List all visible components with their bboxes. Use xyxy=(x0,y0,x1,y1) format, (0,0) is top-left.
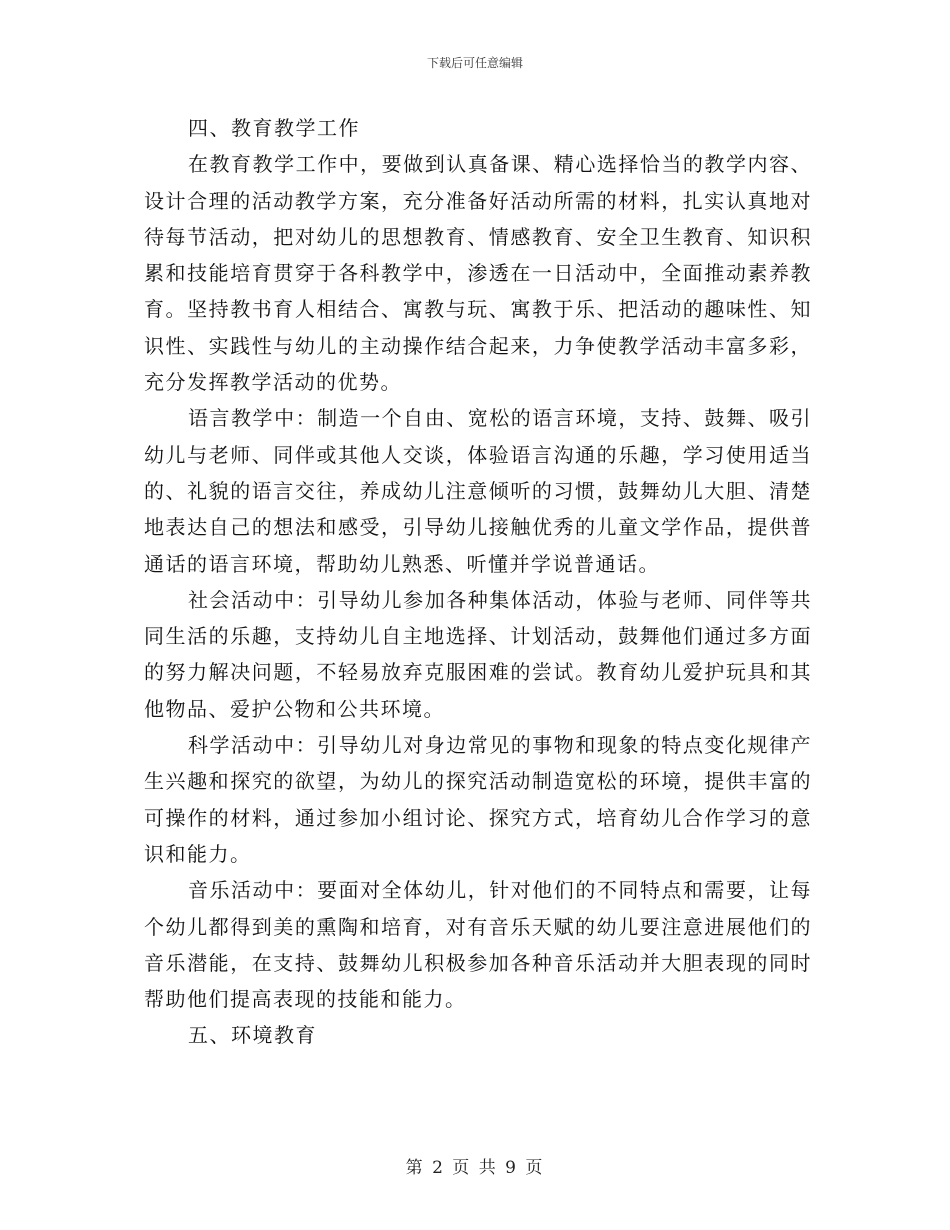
paragraph-teaching-work: 在教育教学工作中，要做到认真备课、精心选择恰当的教学内容、设计合理的活动教学方案，充分准备好活动所需的材料，扎实认真地对待每节活动，把对幼儿的思想教育、情感教育、安全卫生教育、知识积累和技能培育贯穿于各科教学中，渗透在一日活动中，全面推动素养教育。坚持教书育人相结合、寓教与玩、寓教于乐、把活动的趣味性、知识性、实践性与幼儿的主动操作结合起来，力争使教学活动丰富多彩，充分发挥教学活动的优势。 xyxy=(144,152,812,395)
page-number: 第 2 页 共 9 页 xyxy=(405,1158,545,1178)
document-body xyxy=(144,110,812,1054)
paragraph-social-activity: 社会活动中：引导幼儿参加各种集体活动，体验与老师、同伴等共同生活的乐趣，支持幼儿自主地选择、计划活动，鼓舞他们通过多方面的努力解决问题，不轻易放弃克服困难的尝试。教育幼儿爱护玩具和其他物品、爱护公物和公共环境。 xyxy=(144,587,812,721)
paragraph-language-teaching: 语言教学中：制造一个自由、宽松的语言环境，支持、鼓舞、吸引幼儿与老师、同伴或其他人交谈，体验语言沟通的乐趣，学习使用适当的、礼貌的语言交往，养成幼儿注意倾听的习惯，鼓舞幼儿大胆、清楚地表达自己的想法和感受，引导幼儿接触优秀的儿童文学作品，提供普通话的语言环境，帮助幼儿熟悉、听懂并学说普通话。 xyxy=(144,406,812,576)
paragraph-science-activity: 科学活动中：引导幼儿对身边常见的事物和现象的特点变化规律产生兴趣和探究的欲望，为幼儿的探究活动制造宽松的环境，提供丰富的可操作的材料，通过参加小组讨论、探究方式，培育幼儿合作学习的意识和能力。 xyxy=(144,733,812,866)
paragraph-music-activity: 音乐活动中：要面对全体幼儿，针对他们的不同特点和需要，让每个幼儿都得到美的熏陶和培育，对有音乐天赋的幼儿要注意进展他们的音乐潜能，在支持、鼓舞幼儿积极参加各种音乐活动并大胆表现的同时帮助他们提高表现的技能和能力。 xyxy=(144,878,812,1012)
page-header-note: 下载后可任意编辑 xyxy=(426,56,523,70)
section-heading-environment-education: 五、环境教育 xyxy=(188,1023,317,1048)
section-heading-education-teaching: 四、教育教学工作 xyxy=(188,116,360,140)
